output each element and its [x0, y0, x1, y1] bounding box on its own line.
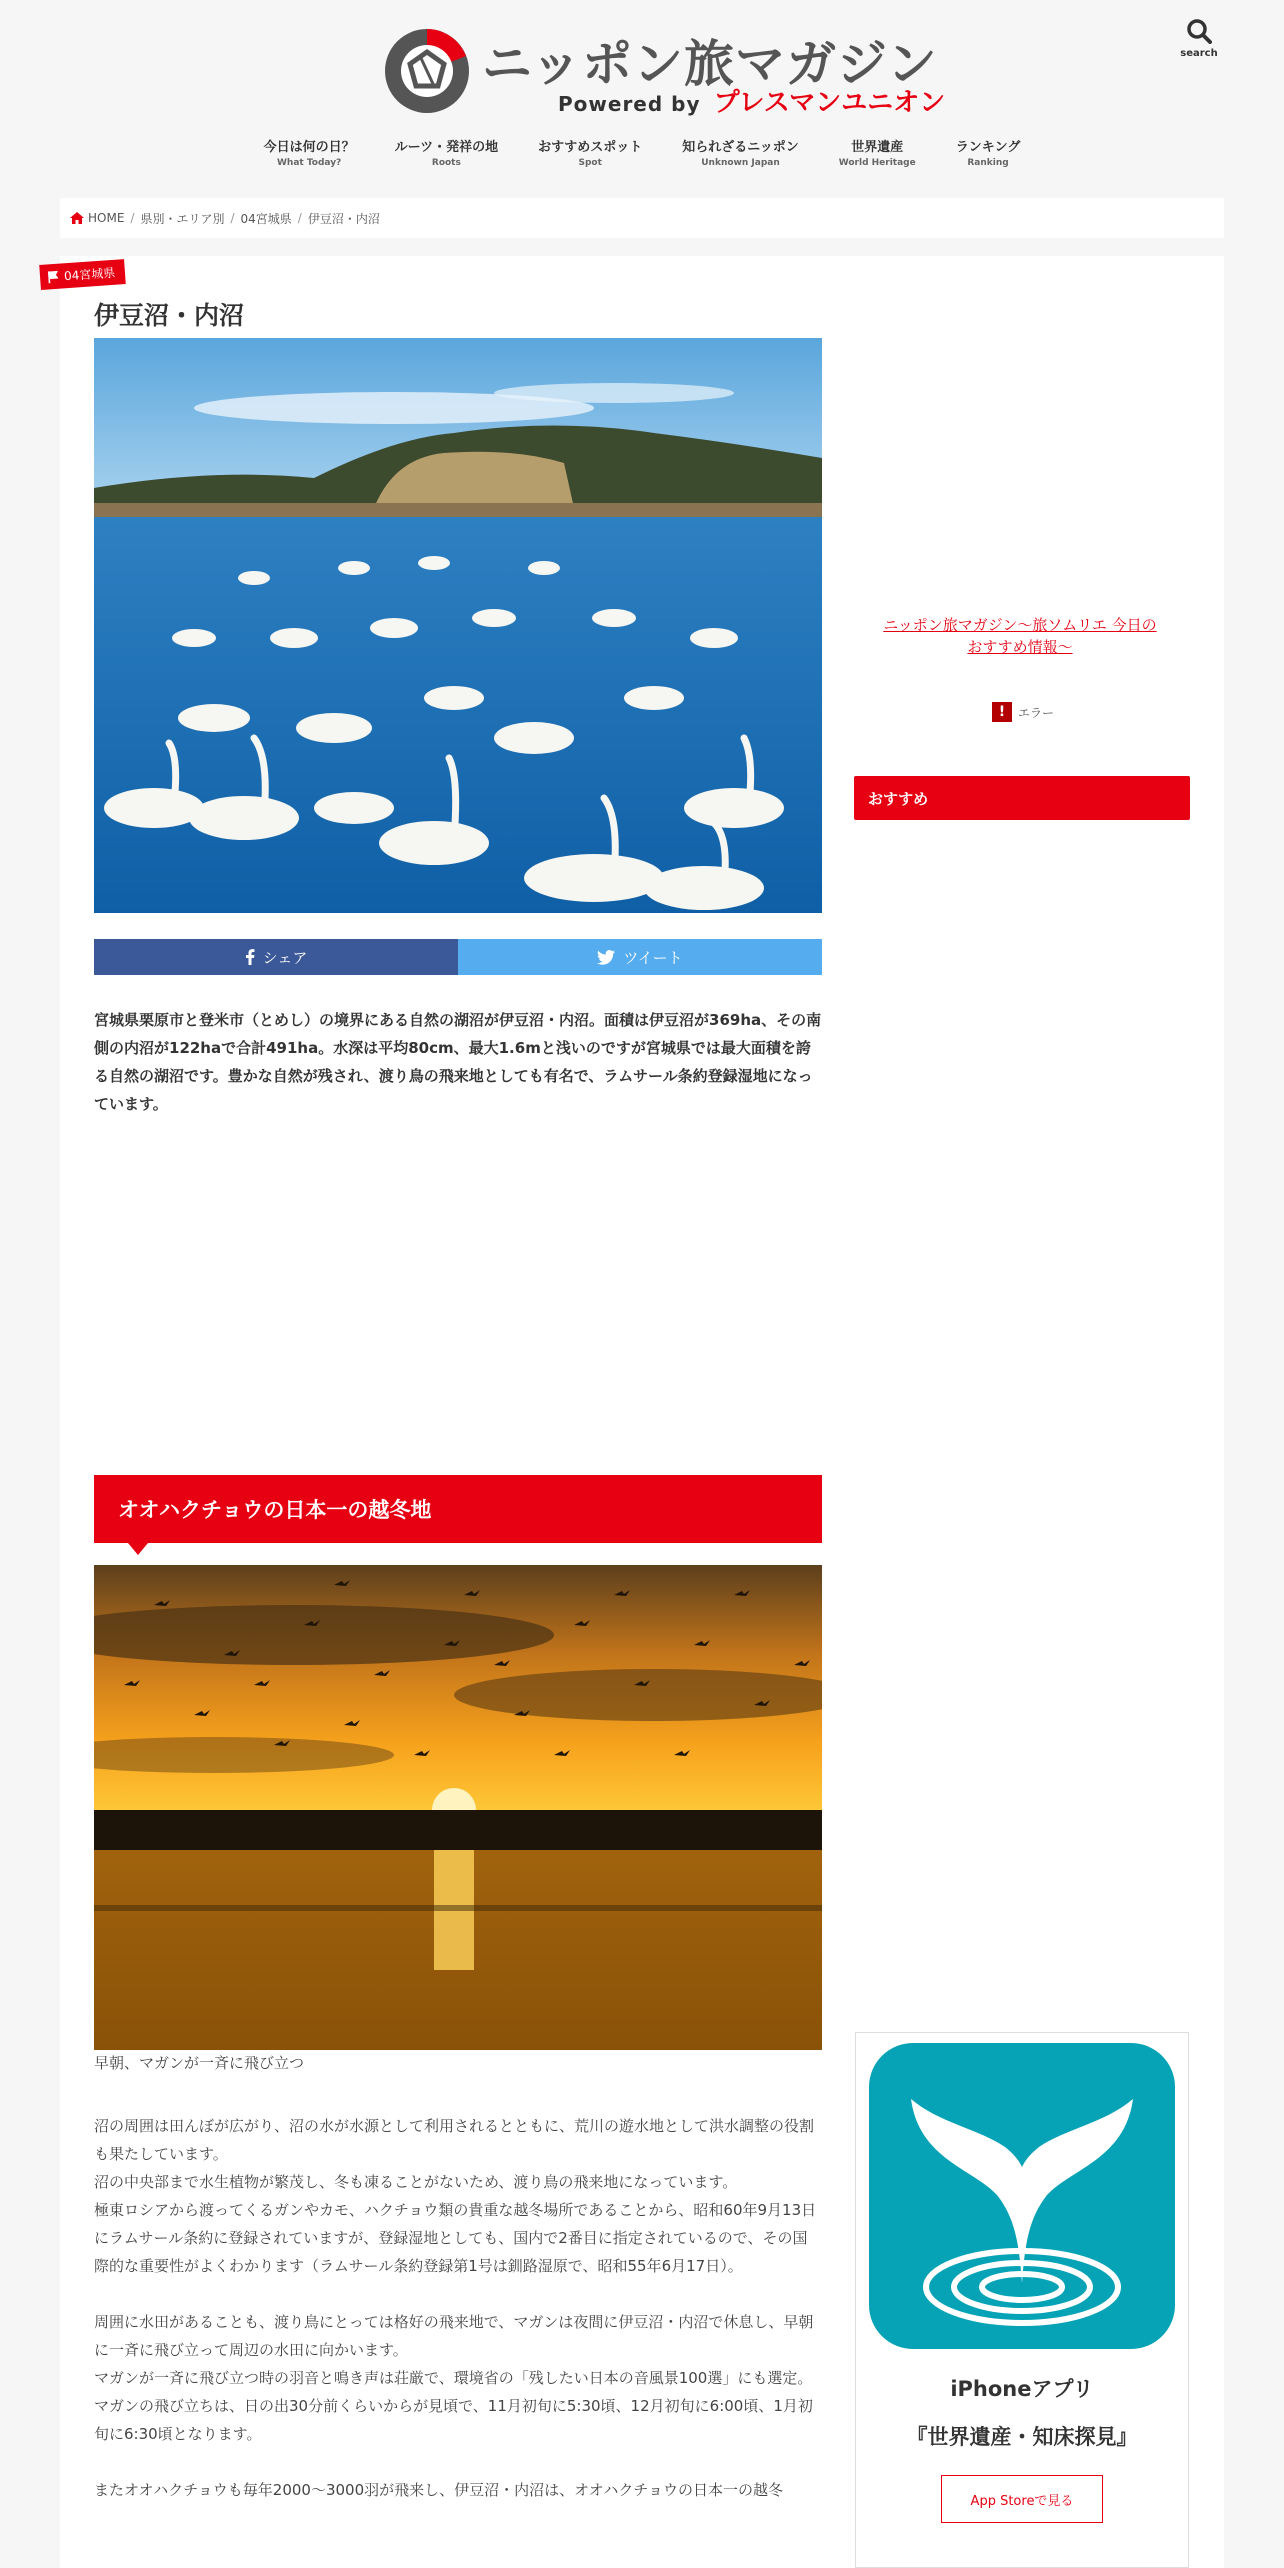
section-heading: オオハクチョウの日本一の越冬地 — [94, 1475, 822, 1543]
widget-error — [992, 702, 1054, 722]
nav-item-sublabel: Roots — [431, 158, 461, 168]
body-paragraph: 沼の周囲は田んぼが広がり、沼の水が水源として利用されるとともに、荒川の遊水地として洪水調整の役割も果たしています。 — [94, 2117, 815, 2163]
logo-powered-by: Powered by — [558, 92, 701, 116]
main-nav — [0, 136, 1284, 168]
home-icon — [70, 212, 84, 224]
logo-subtitle — [558, 82, 945, 119]
nav-item-sublabel: Unknown Japan — [701, 158, 780, 168]
nav-item-world-heritage[interactable] — [819, 136, 936, 168]
paragraph-gap — [94, 2280, 822, 2308]
tweet-label: ツイート — [623, 948, 683, 967]
share-label: シェア — [262, 948, 308, 967]
geese-sunrise-photo — [94, 1565, 822, 2050]
nav-item-label: おすすめスポット — [538, 140, 643, 155]
breadcrumb-area-link[interactable]: 県別・エリア別 — [140, 211, 225, 226]
section-heading-tail — [128, 1543, 148, 1555]
body-paragraph: マガンの飛び立ちは、日の出30分前くらいからが見頃で、11月初旬に5:30頃、12月初旬に6:00頃、1月初旬に6:30頃となります。 — [94, 2397, 813, 2443]
app-platform-label: iPhoneアプリ — [950, 2377, 1094, 2401]
nav-item-ranking[interactable] — [936, 136, 1041, 168]
breadcrumb-home-link[interactable]: HOME — [88, 211, 125, 225]
camera-aperture-logo-icon — [382, 26, 472, 116]
app-promo-card — [855, 2032, 1189, 2568]
recommend-heading: おすすめ — [854, 776, 1190, 820]
nav-item-sublabel: What Today? — [276, 158, 342, 168]
logo-brand: プレスマンユニオン — [713, 88, 946, 118]
nav-item-roots[interactable] — [375, 136, 518, 168]
breadcrumb — [60, 198, 1224, 238]
whale-tail-icon — [869, 2043, 1175, 2349]
paragraph-gap — [94, 2448, 822, 2476]
article-lead: 宮城県栗原市と登米市（とめし）の境界にある自然の湖沼が伊豆沼・内沼。面積は伊豆沼が369ha、その南側の内沼が122haで合計491ha。水深は平均80cm、最大1.6mと浅いのですが宮城県では最大面積を誇る自然の湖沼です。豊かな自然が残され、渡り鳥の飛来地としても有名で、ラムサール条約登録湿地になっています。 — [94, 1011, 822, 1113]
article-title: 伊豆沼・内沼 — [94, 301, 245, 330]
app-title: 『世界遺産・知床探見』 — [906, 2425, 1138, 2449]
nav-item-spot[interactable] — [518, 136, 662, 168]
site-header — [0, 0, 1284, 190]
breadcrumb-prefecture-link[interactable]: 04宮城県 — [240, 211, 292, 226]
nav-item-unknown-japan[interactable] — [662, 136, 818, 168]
breadcrumb-current: 伊豆沼・内沼 — [307, 211, 380, 226]
nav-item-sublabel: Spot — [578, 158, 602, 168]
body-paragraph: またオオハクチョウも毎年2000～3000羽が飛来し、伊豆沼・内沼は、オオハクチョウの日本一の越冬 — [94, 2481, 783, 2499]
folder-icon — [48, 270, 59, 283]
nav-item-sublabel: World Heritage — [838, 158, 916, 168]
body-paragraph: 周囲に水田があることも、渡り鳥にとっては格好の飛来地で、マガンは夜間に伊豆沼・内沼で休息し、早朝に一斉に飛び立って周辺の水田に向かいます。 — [94, 2313, 814, 2359]
app-icon[interactable] — [869, 2043, 1175, 2349]
nav-item-label: ルーツ・発祥の地 — [394, 140, 499, 155]
article-body — [94, 2112, 822, 2504]
body-paragraph: 極東ロシアから渡ってくるガンやカモ、ハクチョウ類の貴重な越冬場所であることから、昭和60年9月13日にラムサール条約に登録されていますが、登録湿地としても、国内で2番目に指定されているので、その国際的な重要性がよくわかります（ラムサール条約登録第1号は釧路湿原で、昭和55年6月17日）。 — [94, 2201, 817, 2275]
share-bar — [94, 939, 822, 975]
facebook-icon — [245, 949, 255, 965]
error-label: エラー — [1018, 705, 1055, 720]
swans-lake-photo — [94, 338, 822, 913]
body-paragraph: マガンが一斉に飛び立つ時の羽音と鳴き声は荘厳で、環境省の「残したい日本の音風景100選」にも選定。 — [94, 2369, 813, 2387]
search-button[interactable] — [1174, 18, 1224, 68]
nav-item-label: ランキング — [955, 140, 1021, 155]
breadcrumb-separator: / — [230, 211, 235, 225]
twitter-icon — [597, 950, 615, 965]
search-label: search — [1180, 48, 1218, 59]
body-paragraph: 沼の中央部まで水生植物が繁茂し、冬も凍ることがないため、渡り鳥の飛来地になっています。 — [94, 2173, 738, 2191]
logo-title: ニッポン旅マガジン — [482, 35, 938, 93]
facebook-share-button[interactable] — [94, 939, 458, 975]
search-icon — [1186, 18, 1212, 44]
nav-item-sublabel: Ranking — [967, 158, 1009, 168]
twitter-share-button[interactable] — [458, 939, 822, 975]
nav-item-what-today[interactable] — [244, 136, 375, 168]
sommelier-recommend-link[interactable]: ニッポン旅マガジン～旅ソムリエ 今日のおすすめ情報～ — [883, 616, 1157, 656]
nav-item-label: 世界遺産 — [851, 140, 904, 155]
photo-caption: 早朝、マガンが一斉に飛び立つ — [94, 2054, 305, 2072]
nav-item-label: 今日は何の日？ — [263, 140, 355, 155]
breadcrumb-separator: / — [297, 211, 302, 225]
nav-item-label: 知られざるニッポン — [682, 140, 799, 155]
category-label: 04宮城県 — [63, 265, 116, 284]
breadcrumb-separator: / — [130, 211, 135, 225]
error-icon: ! — [992, 702, 1012, 722]
site-logo[interactable] — [382, 22, 946, 122]
app-store-button[interactable]: App Storeで見る — [941, 2475, 1103, 2523]
